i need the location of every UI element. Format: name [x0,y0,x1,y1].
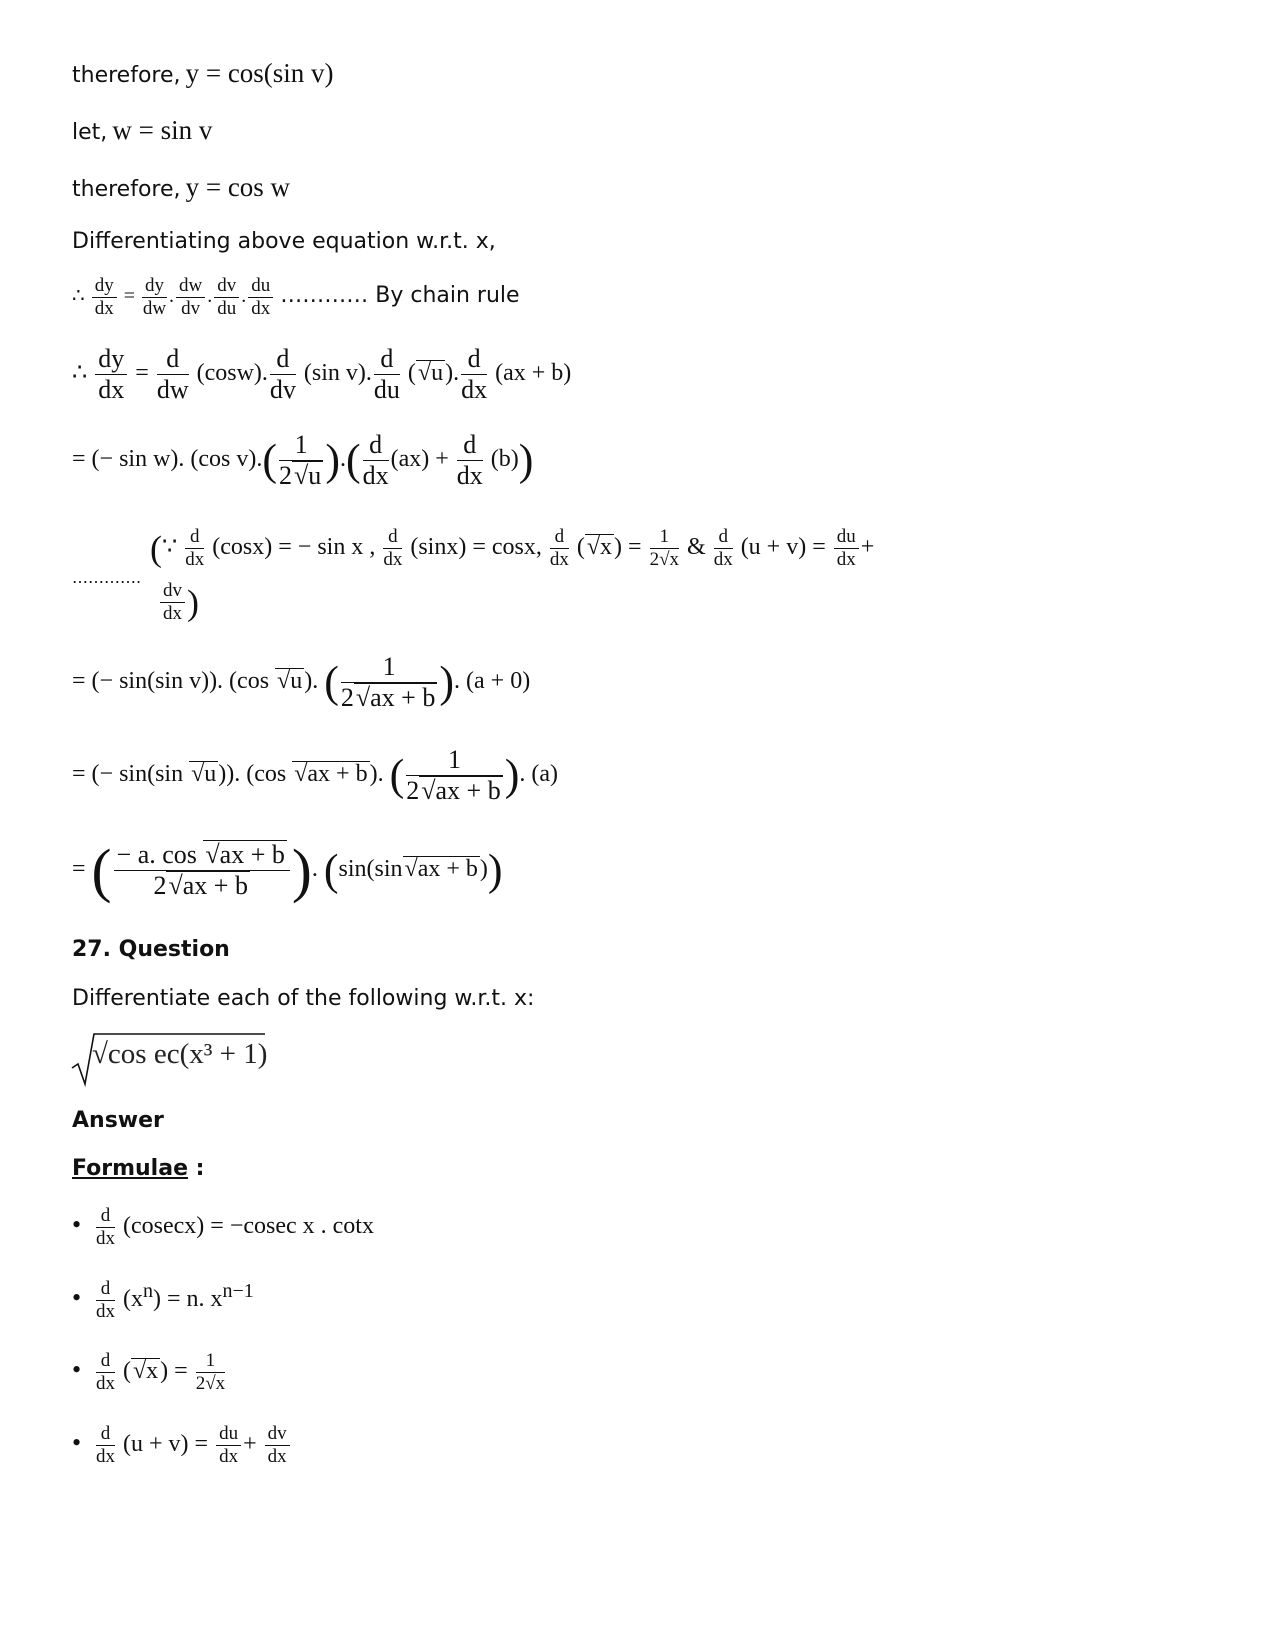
step-2: = (− sin(sin v)). (cos √u). ( $\frac{1}{2√ax + b}$ ). (a + 0) [72,652,531,712]
formulae-label [72,1156,204,1181]
equation: y = cos w [185,172,291,202]
derivative-expansion: ∴ $\frac{dy}{dx}$ = $\frac{d}{dw}$ (cosw). $\frac{d}{dv}$ (sin v). $\frac{d}{du}$ (√u). $\frac{d}{dx}$ (ax + b) [72,344,572,404]
line-therefore-1 [72,58,334,89]
continuation-dots: …………. [72,568,142,587]
question-expression [70,1030,270,1092]
final-result: = ( $\frac{- a. \cos √ax + b}{2√ax + b}$ ). (sin(sin√ax + b)) [72,837,503,904]
equation: w = sin v [112,115,213,145]
formulae-title: Formulae [72,1156,188,1181]
line-text: therefore, [72,177,181,202]
line-let [72,115,212,146]
question-instruction: Differentiate each of the following w.r.t. x: [72,986,535,1011]
formula-item: • $\frac{d}{dx}$ (cosecx) = −cosec x . cotx [72,1205,374,1249]
expression-text: √cos ec(x³ + 1) [92,1038,268,1070]
formulae-colon: : [188,1156,205,1181]
reference-formulas: (∵ $\frac{d}{dx}$ (cosx) = − sin x , $\frac{d}{dx}$ (sinx) = cosx, $\frac{d}{dx}$ (√x) = $\frac{1}{2√x}$ & $\frac{d}{dx}$ (u + v) = $\frac{du}{dx}$ + [150,526,875,570]
step-3: = (− sin(sin √u)). (cos √ax + b). ( $\frac{1}{2√ax + b}$ ). (a) [72,745,559,805]
line-text: therefore, [72,63,181,88]
equation: y = cos(sin v) [185,58,334,88]
formula-item: • $\frac{d}{dx}$ (√x) = $\frac{1}{2√x}$ [72,1350,226,1394]
question-title: 27. Question [72,937,230,962]
reference-formulas-cont: $\frac{dv}{dx}$ ) [158,580,199,625]
formula-item: • $\frac{d}{dx}$ (u + v) = $\frac{du}{dx}$ + $\frac{dv}{dx}$ [72,1423,292,1468]
step-1: = (− sin w). (cos v).( $\frac{1}{2√u}$ ).( $\frac{d}{dx}$ (ax) + $\frac{d}{dx}$ (b)) [72,430,534,490]
line-therefore-2 [72,172,290,203]
differentiating-statement: Differentiating above equation w.r.t. x, [72,229,496,254]
chain-rule-note: ………… By chain rule [280,282,520,308]
answer-heading: Answer [72,1108,164,1133]
formula-item: • $\frac{d}{dx}$ $(x^n) = n$. $x^{n-1}$ [72,1278,254,1322]
line-text: let, [72,120,108,145]
chain-rule-equation: ∴ $\frac{dy}{dx}$ = $\frac{dy}{dw}$ . $\frac{dw}{dv}$ . $\frac{dv}{du}$ . $\frac{du}{dx}$ ………… By chain rule [72,275,520,319]
